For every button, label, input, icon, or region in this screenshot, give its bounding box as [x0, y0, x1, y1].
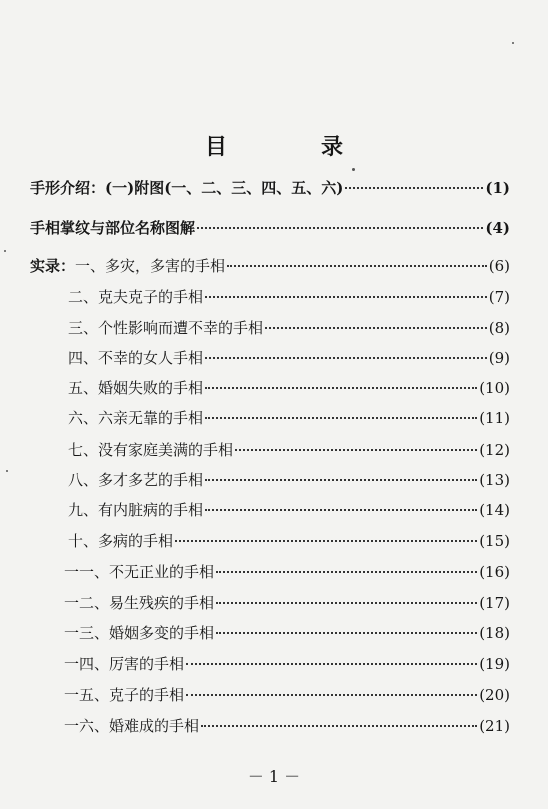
- toc-leader-dots: [205, 296, 487, 298]
- toc-entry-page: (1): [485, 179, 510, 197]
- toc-leader-dots: [345, 187, 483, 189]
- toc-entry-page: (18): [479, 624, 510, 642]
- toc-entry-page: (15): [479, 532, 510, 550]
- toc-leader-dots: [265, 327, 487, 329]
- toc-entry-label: 一二、易生残疾的手相: [64, 594, 215, 612]
- toc-leader-dots: [216, 602, 477, 604]
- toc-entry: [68, 500, 510, 520]
- toc-entry: [64, 685, 510, 705]
- toc-entry: [64, 716, 510, 736]
- toc-entry-label: 三、个性影响而遭不幸的手相: [68, 319, 264, 337]
- toc-entry: [64, 593, 510, 613]
- toc-entry: [68, 318, 510, 338]
- scan-speck: [352, 168, 355, 171]
- toc-entry-label: 七、没有家庭美满的手相: [68, 441, 234, 459]
- toc-entry-page: (6): [488, 257, 510, 275]
- toc-leader-dots: [186, 663, 477, 665]
- toc-entry-label: 手相掌纹与部位名称图解: [30, 219, 196, 237]
- scan-speck: [512, 42, 514, 44]
- toc-entry-page: (9): [488, 349, 510, 367]
- toc-entry-prefix: 实录：: [30, 257, 76, 275]
- toc-entry: [30, 178, 510, 198]
- toc-leader-dots: [197, 227, 483, 229]
- toc-entry-label: 一一、不无正业的手相: [64, 563, 215, 581]
- toc-entry-page: (17): [479, 594, 510, 612]
- toc-entry-page: (10): [479, 379, 510, 397]
- toc-entry-page: (4): [485, 219, 510, 237]
- toc-leader-dots: [205, 509, 477, 511]
- toc-entry: [30, 256, 510, 276]
- toc-entry: [68, 408, 510, 428]
- toc-entry: [68, 378, 510, 398]
- toc-entry-page: (13): [479, 471, 510, 489]
- toc-entry-label: 十、多病的手相: [68, 532, 174, 550]
- toc-entry-page: (20): [479, 686, 510, 704]
- toc-entry: [64, 623, 510, 643]
- page-number: － 1 －: [247, 767, 301, 786]
- toc-entry: [64, 562, 510, 582]
- toc-leader-dots: [205, 357, 487, 359]
- toc-entry-label: 二、克夫克子的手相: [68, 288, 204, 306]
- page-title: 目 录: [204, 134, 379, 160]
- toc-entry-label: 一五、克子的手相: [64, 686, 185, 704]
- toc-entry-page: (7): [488, 288, 510, 306]
- toc-leader-dots: [227, 265, 487, 267]
- scan-speck: [6, 470, 8, 472]
- toc-entry-label: 一三、婚姻多变的手相: [64, 624, 215, 642]
- toc-entry-label: 手形介绍：(一)附图(一、二、三、四、五、六): [30, 179, 344, 197]
- toc-entry: [68, 531, 510, 551]
- toc-leader-dots: [205, 417, 477, 419]
- toc-entry-label: 一四、厉害的手相: [64, 655, 185, 673]
- toc-entry-page: (14): [479, 501, 510, 519]
- toc-entry-label: 四、不幸的女人手相: [68, 349, 204, 367]
- toc-leader-dots: [216, 632, 477, 634]
- toc-entry-label: 六、六亲无靠的手相: [68, 409, 204, 427]
- toc-entry-page: (16): [479, 563, 510, 581]
- toc-entry: [30, 218, 510, 238]
- toc-entry: [64, 654, 510, 674]
- toc-entry-label: 一六、婚难成的手相: [64, 717, 200, 735]
- toc-entry: [68, 287, 510, 307]
- toc-leader-dots: [235, 449, 477, 451]
- toc-leader-dots: [216, 571, 477, 573]
- toc-leader-dots: [205, 387, 477, 389]
- toc-entry: [68, 440, 510, 460]
- toc-entry-label: 九、有内脏病的手相: [68, 501, 204, 519]
- toc-leader-dots: [186, 694, 477, 696]
- scan-speck: [4, 250, 6, 252]
- toc-entry: [68, 470, 510, 490]
- toc-leader-dots: [205, 479, 477, 481]
- toc-entry-page: (12): [479, 441, 510, 459]
- toc-leader-dots: [201, 725, 477, 727]
- toc-entry-page: (11): [479, 409, 510, 427]
- toc-entry-page: (19): [479, 655, 510, 673]
- toc-entry-label: 八、多才多艺的手相: [68, 471, 204, 489]
- toc-entry-page: (8): [488, 319, 510, 337]
- toc-leader-dots: [175, 540, 477, 542]
- toc-entry-label: 一、多灾，多害的手相: [75, 257, 226, 275]
- toc-entry-page: (21): [479, 717, 510, 735]
- toc-entry-label: 五、婚姻失败的手相: [68, 379, 204, 397]
- toc-entry: [68, 348, 510, 368]
